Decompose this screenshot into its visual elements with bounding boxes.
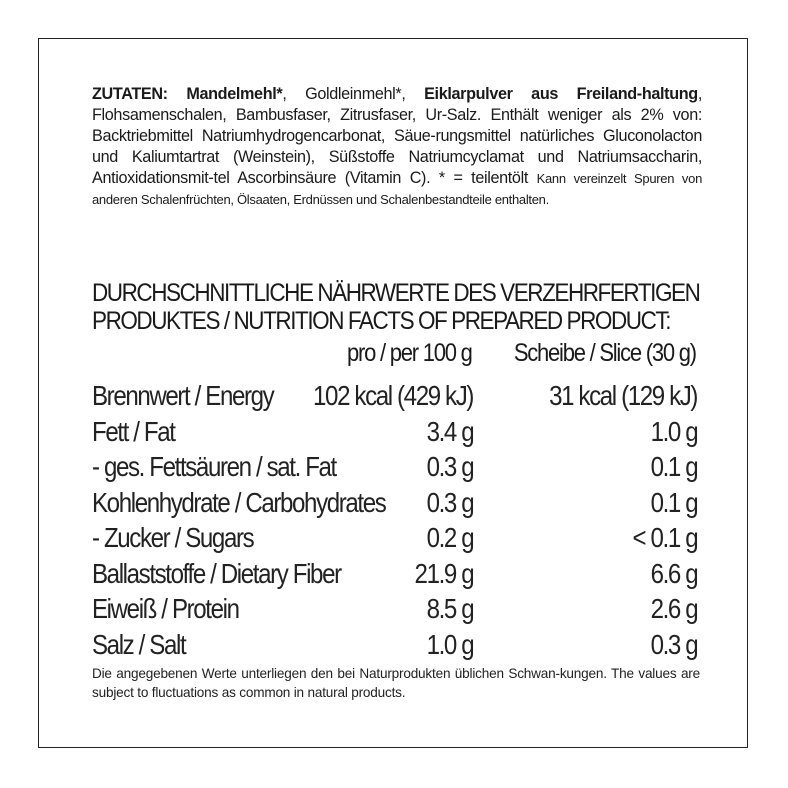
nutrition-row — [92, 556, 697, 592]
row-value-per100: 0.2 g — [426, 522, 473, 553]
footer-disclaimer: Die angegebenen Werte unterliegen den bei Naturprodukten üblichen Schwan-kungen. The values are subject to fluctuations as common in natural products. — [92, 666, 700, 700]
column-header-per-slice: Scheibe / Slice (30 g) — [513, 339, 696, 367]
nutrition-row — [92, 485, 697, 521]
row-value-slice: 31 kcal (129 kJ) — [549, 380, 697, 411]
nutrition-row — [92, 627, 697, 663]
row-value-per100: 0.3 g — [426, 486, 473, 518]
ingredient-egg-white: Eiklarpulver aus Freiland-haltung — [424, 85, 698, 103]
row-value-slice: 0.1 g — [650, 486, 697, 518]
nutrition-title-line1: DURCHSCHNITTLICHE NÄHRWERTE DES VERZEHRFERTIGEN — [92, 279, 700, 307]
nutrition-title-line2: PRODUKTES / NUTRITION FACTS OF PREPARED PRODUCT: — [92, 307, 671, 335]
row-value-per100: 0.3 g — [426, 451, 473, 482]
row-value-per100: 1.0 g — [426, 628, 473, 660]
row-label: Brennwert / Energy — [92, 380, 274, 411]
row-label: - Zucker / Sugars — [92, 522, 254, 553]
ingredient-almond-flour: Mandelmehl* — [186, 85, 283, 103]
ingredients-text — [92, 84, 702, 210]
row-value-per100: 21.9 g — [414, 557, 473, 589]
row-label: Fett / Fat — [92, 415, 175, 447]
row-value-slice: 1.0 g — [650, 415, 697, 447]
nutrition-row — [92, 414, 697, 450]
ingredients-label: ZUTATEN: — [92, 85, 168, 103]
nutrition-table — [92, 378, 697, 662]
row-value-slice: 6.6 g — [650, 557, 697, 589]
nutrition-row — [92, 378, 697, 414]
row-label: - ges. Fettsäuren / sat. Fat — [92, 451, 336, 482]
row-value-per100: 3.4 g — [426, 415, 473, 447]
row-label: Kohlenhydrate / Carbohydrates — [92, 486, 386, 518]
row-value-slice: 0.1 g — [650, 451, 697, 482]
nutrition-row — [92, 591, 697, 627]
row-value-slice: < 0.1 g — [632, 522, 697, 553]
row-label: Salz / Salt — [92, 628, 186, 660]
ingredients-rest: , Flohsamenschalen, Bambusfaser, Zitrusfaser, Ur-Salz. Enthält weniger als 2% von: Backtriebmittel Natriumhydrogencarbonat, Säue-rungsmittel natürliches Gluconolacton und Kaliumtartrat (Weinstein), Süßstoffe Natriumcyclamat und Natriumsaccharin, Antioxidationsmit-tel Ascorbinsäure (Vitamin C). * = teilentölt — [92, 85, 702, 187]
row-value-per100: 8.5 g — [426, 593, 473, 624]
row-label: Eiweiß / Protein — [92, 593, 239, 624]
column-header-per-100g: pro / per 100 g — [347, 339, 472, 367]
row-value-slice: 2.6 g — [650, 593, 697, 624]
row-value-slice: 0.3 g — [650, 628, 697, 660]
nutrition-title — [92, 279, 700, 335]
row-value-per100: 102 kcal (429 kJ) — [313, 380, 473, 411]
allergen-note: Kann vereinzelt Spuren von anderen Schalenfrüchten, Ölsaaten, Erdnüssen und Schalenbestandteile enthalten. — [92, 171, 702, 207]
ingredient-separator: , Goldleinmehl*, — [282, 85, 425, 103]
nutrition-row — [92, 520, 697, 556]
nutrition-row — [92, 449, 697, 485]
row-label: Ballaststoffe / Dietary Fiber — [92, 557, 341, 589]
